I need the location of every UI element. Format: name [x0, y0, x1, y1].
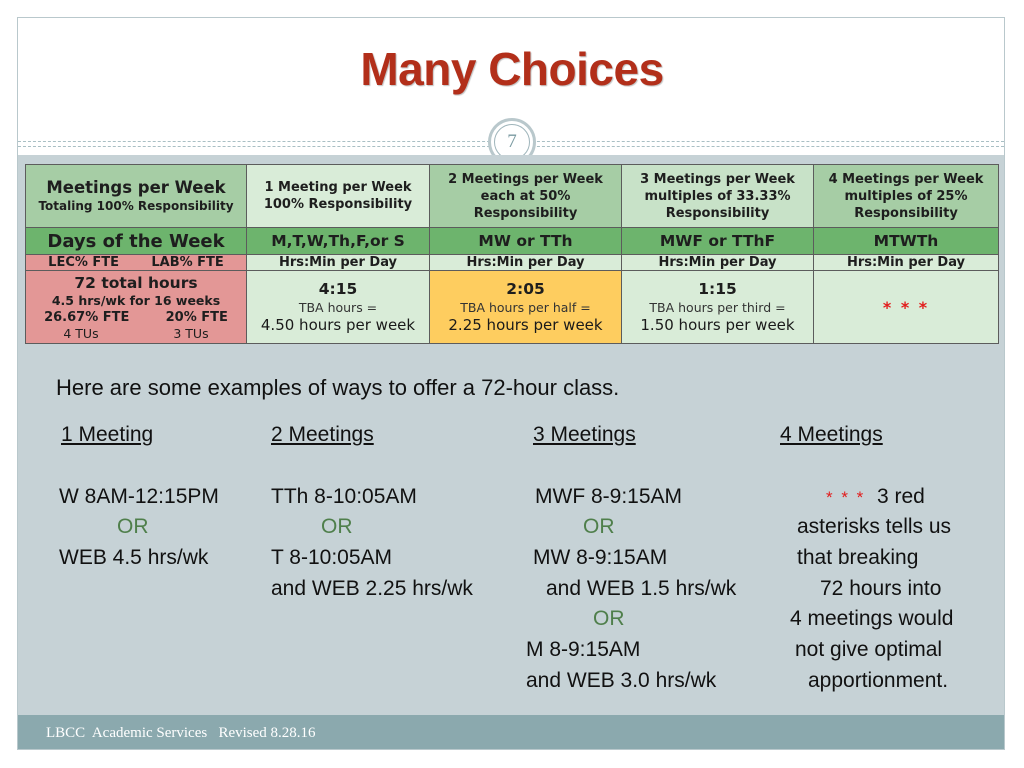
hrs-min-label: Hrs:Min per Day	[814, 255, 999, 271]
col4-note-line4: 72 hours into	[820, 577, 942, 600]
meetings-table	[25, 164, 999, 344]
col3-line3: and WEB 1.5 hrs/wk	[546, 577, 737, 600]
hrs-min-label: Hrs:Min per Day	[622, 255, 814, 271]
meetings-per-week-header: Meetings per Week Totaling 100% Responsibility	[26, 165, 247, 228]
asterisks: * * *	[882, 297, 930, 317]
days-four-meetings: MTWTh	[814, 228, 999, 255]
col3-line5: and WEB 3.0 hrs/wk	[526, 669, 717, 692]
table-row	[26, 228, 999, 255]
one-meeting-hours-cell: 4:15 TBA hours = 4.50 hours per week	[247, 271, 430, 344]
days-three-meetings: MWF or TThF	[622, 228, 814, 255]
col2-line2: T 8-10:05AM	[271, 546, 393, 569]
col2-line3: and WEB 2.25 hrs/wk	[271, 577, 473, 600]
table-row	[26, 271, 999, 344]
col4-note-line6: not give optimal	[795, 638, 943, 661]
two-meetings-hours-cell: 2:05 TBA hours per half = 2.25 hours per week	[430, 271, 622, 344]
table-row	[26, 255, 999, 271]
col1-heading: 1 Meeting	[61, 423, 154, 446]
table-row	[26, 165, 999, 228]
slide-title: Many Choices	[360, 43, 664, 95]
col3-line4: M 8-9:15AM	[526, 638, 641, 661]
col2-or: OR	[321, 515, 353, 538]
days-one-meeting: M,T,W,Th,F,or S	[247, 228, 430, 255]
fte-label-cell: LEC% FTE LAB% FTE	[26, 255, 247, 271]
col4-note-line2: asterisks tells us	[797, 515, 952, 538]
three-meetings-hours-cell: 1:15 TBA hours per third = 1.50 hours per week	[622, 271, 814, 344]
page-number: 7	[494, 124, 530, 160]
col3-heading: 3 Meetings	[533, 423, 636, 446]
three-meetings-header: 3 Meetings per Week multiples of 33.33% Responsibility	[622, 165, 814, 228]
col1-line1: W 8AM-12:15PM	[59, 485, 219, 508]
two-meetings-header: 2 Meetings per Week each at 50% Responsibility	[430, 165, 622, 228]
days-of-week-label: Days of the Week	[26, 228, 247, 255]
col3-line2: MW 8-9:15AM	[533, 546, 668, 569]
col3-or-second: OR	[593, 607, 625, 630]
footer-text: LBCC Academic Services Revised 8.28.16	[46, 725, 316, 741]
col4-note-line5: 4 meetings would	[790, 607, 954, 630]
col3-or: OR	[583, 515, 615, 538]
col3-line1: MWF 8-9:15AM	[535, 485, 683, 508]
days-two-meetings: MW or TTh	[430, 228, 622, 255]
intro-text: Here are some examples of ways to offer a 72-hour class.	[56, 375, 620, 400]
four-meetings-hours-cell	[814, 271, 999, 344]
col4-note-line3: that breaking	[797, 546, 919, 569]
col2-heading: 2 Meetings	[271, 423, 374, 446]
col1-or: OR	[117, 515, 149, 538]
col4-note-line7: apportionment.	[808, 669, 949, 692]
col1-line2: WEB 4.5 hrs/wk	[59, 546, 209, 569]
red-asterisks: * * *	[826, 488, 866, 507]
one-meeting-header: 1 Meeting per Week 100% Responsibility	[247, 165, 430, 228]
col4-heading: 4 Meetings	[780, 423, 883, 446]
hrs-min-label: Hrs:Min per Day	[430, 255, 622, 271]
four-meetings-header: 4 Meetings per Week multiples of 25% Responsibility	[814, 165, 999, 228]
total-hours-cell: 72 total hours 4.5 hrs/wk for 16 weeks 26.67% FTE 20% FTE 4 TUs 3 TUs	[26, 271, 247, 344]
col2-line1: TTh 8-10:05AM	[271, 485, 417, 508]
col4-note-line1: * * * 3 red	[826, 485, 925, 508]
hrs-min-label: Hrs:Min per Day	[247, 255, 430, 271]
